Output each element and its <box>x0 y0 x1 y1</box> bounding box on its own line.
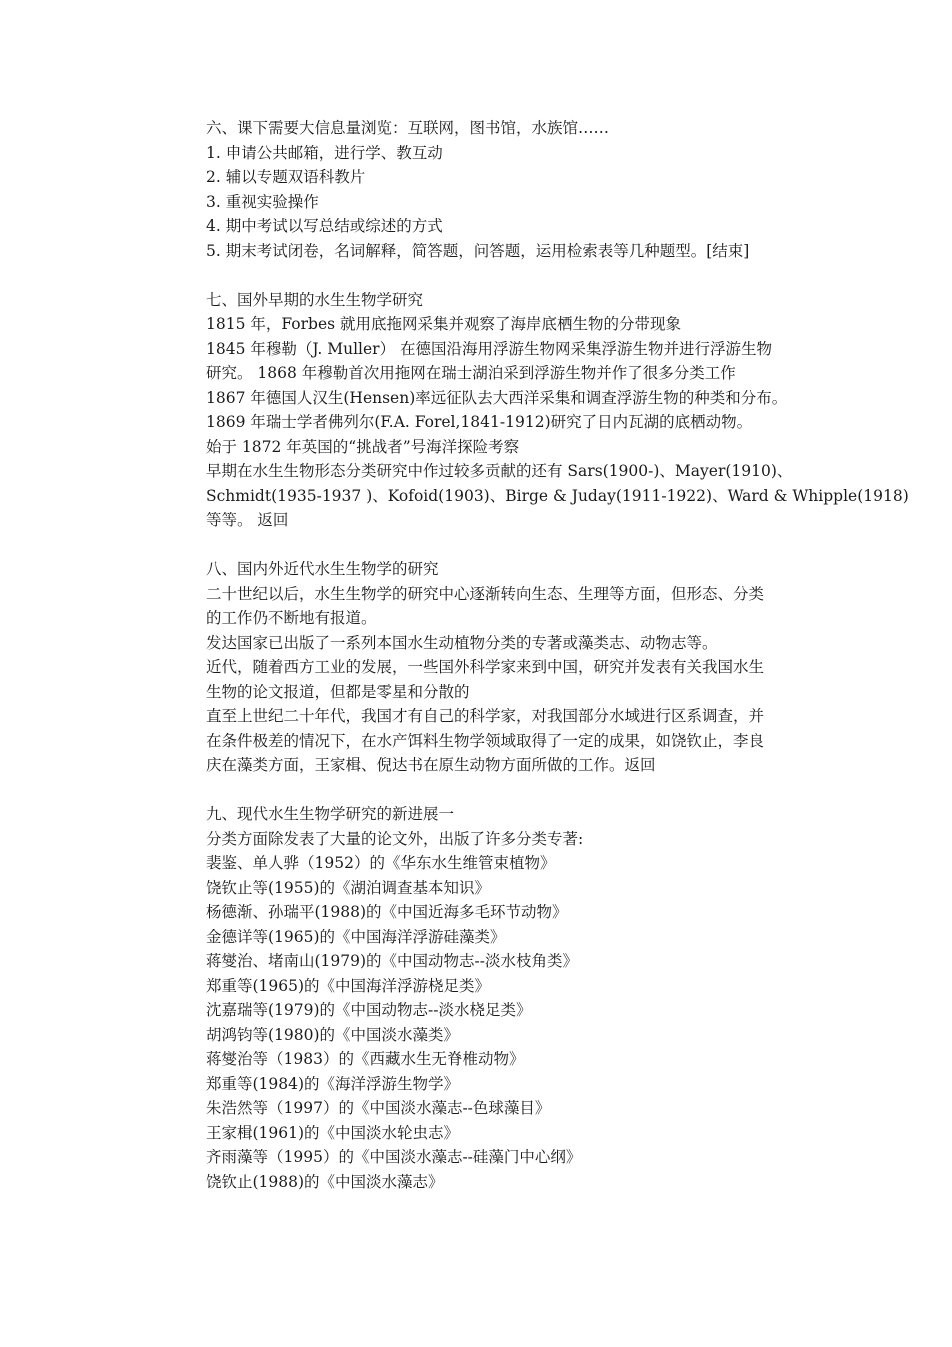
list-item: 4. 期中考试以写总结或综述的方式 <box>206 217 443 235</box>
list-item: 3. 重视实验操作 <box>206 192 319 211</box>
text-line: 庆在藻类方面，王家楫、倪达书在原生动物方面所做的工作。返回 <box>206 756 656 774</box>
section-spacer <box>206 778 846 803</box>
text-line: 的工作仍不断地有报道。 <box>206 609 377 627</box>
section-heading: 六、课下需要大信息量浏览：互联网，图书馆，水族馆…… <box>206 119 610 137</box>
reference-item: 杨德渐、孙瑞平(1988)的《中国近海多毛环节动物》 <box>206 903 568 921</box>
section-heading: 八、国内外近代水生生物学的研究 <box>206 560 439 578</box>
reference-item: 齐雨藻等（1995）的《中国淡水藻志--硅藻门中心纲》 <box>206 1148 582 1166</box>
reference-item: 饶钦止等(1955)的《湖泊调查基本知识》 <box>206 878 491 897</box>
text-line: 二十世纪以后，水生生物学的研究中心逐渐转向生态、生理等方面，但形态、分类 <box>206 584 765 603</box>
reference-item: 金德详等(1965)的《中国海洋浮游硅藻类》 <box>206 927 506 946</box>
section-6 <box>206 116 846 263</box>
text-line: 1845 年穆勒（J. Muller） 在德国沿海用浮游生物网采集浮游生物并进行浮游生物 <box>206 339 773 358</box>
text-line: 1869 年瑞士学者佛列尔(F.A. Forel,1841-1912)研究了日内瓦湖的底栖动物。 <box>206 413 753 431</box>
text-line: 发达国家已出版了一系列本国水生动植物分类的专著或藻类志、动物志等。 <box>206 633 718 652</box>
text-line: 研究。 1868 年穆勒首次用拖网在瑞士湖泊采到浮游生物并作了很多分类工作 <box>206 364 736 382</box>
text-line: 1867 年德国人汉生(Hensen)率远征队去大西洋采集和调查浮游生物的种类和分布。 <box>206 388 788 407</box>
text-line: 直至上世纪二十年代，我国才有自己的科学家，对我国部分水域进行区系调查，并 <box>206 707 765 725</box>
text-line: 等等。 返回 <box>206 511 289 529</box>
section-8 <box>206 557 846 778</box>
reference-item: 蒋燮治、堵南山(1979)的《中国动物志--淡水枝角类》 <box>206 952 579 970</box>
list-item: 1. 申请公共邮箱，进行学、教互动 <box>206 143 443 162</box>
section-heading: 七、国外早期的水生生物学研究 <box>206 290 424 309</box>
section-7 <box>206 288 909 533</box>
reference-item: 朱浩然等（1997）的《中国淡水藻志--色球藻目》 <box>206 1099 551 1117</box>
text-line: Schmidt(1935-1937 )、Kofoid(1903)、Birge & Juday(1911-1922)、Ward & Whipple(1918) <box>206 486 909 505</box>
reference-item: 沈嘉瑞等(1979)的《中国动物志--淡水桡足类》 <box>206 1001 532 1019</box>
reference-item: 郑重等(1965)的《中国海洋浮游桡足类》 <box>206 976 491 995</box>
text-line: 近代，随着西方工业的发展，一些国外科学家来到中国，研究并发表有关我国水生 <box>206 658 765 676</box>
document-page <box>206 116 909 1194</box>
reference-item: 胡鸿钧等(1980)的《中国淡水藻类》 <box>206 1025 460 1044</box>
section-spacer <box>206 533 846 558</box>
text-line: 分类方面除发表了大量的论文外，出版了许多分类专著: <box>206 829 584 848</box>
text-line: 始于 1872 年英国的“挑战者”号海洋探险考察 <box>206 437 520 456</box>
section-heading: 九、现代水生生物学研究的新进展一 <box>206 805 455 823</box>
text-line: 1815 年，Forbes 就用底拖网采集并观察了海岸底栖生物的分带现象 <box>206 315 681 333</box>
reference-item: 郑重等(1984)的《海洋浮游生物学》 <box>206 1074 460 1093</box>
list-item: 2. 辅以专题双语科教片 <box>206 168 366 186</box>
text-line: 早期在水生生物形态分类研究中作过较多贡献的还有 Sars(1900-)、Mayer(1910)、 <box>206 462 793 480</box>
reference-item: 饶钦止(1988)的《中国淡水藻志》 <box>206 1172 444 1191</box>
reference-item: 王家楫(1961)的《中国淡水轮虫志》 <box>206 1123 460 1142</box>
section-spacer <box>206 263 846 288</box>
list-item: 5. 期末考试闭卷，名词解释，简答题，问答题，运用检索表等几种题型。[结束] <box>206 241 750 260</box>
text-line: 在条件极差的情况下，在水产饵料生物学领域取得了一定的成果，如饶钦止，李良 <box>206 731 765 750</box>
text-line: 生物的论文报道，但都是零星和分散的 <box>206 682 470 701</box>
reference-item: 蒋燮治等（1983）的《西藏水生无脊椎动物》 <box>206 1050 525 1068</box>
reference-item: 裴鉴、单人骅（1952）的《华东水生维管束植物》 <box>206 854 556 872</box>
section-9 <box>206 802 846 1194</box>
